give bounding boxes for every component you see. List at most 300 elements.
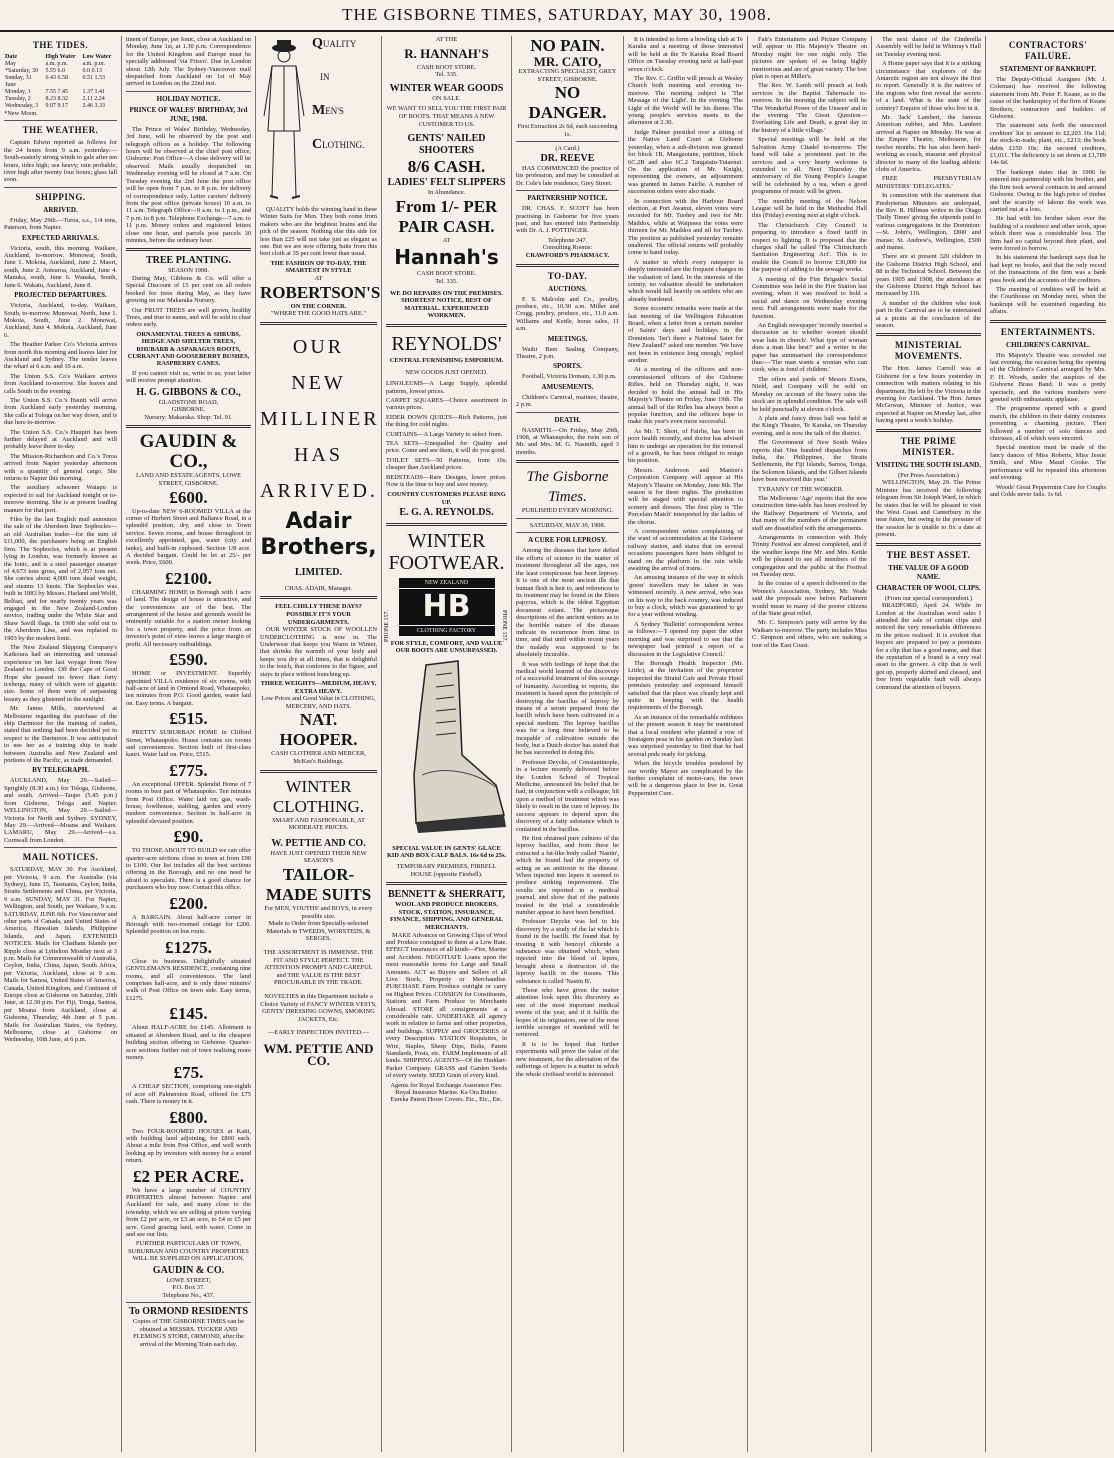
milliner-ad: [260, 329, 380, 509]
tides-row: [4, 61, 117, 68]
adair-line-1: Adair: [285, 508, 352, 534]
divider: [516, 264, 619, 267]
pettie-footer: WM. PETTIE AND CO.: [263, 1040, 374, 1068]
bennett-agents: Agents for Royal Exchange Assurance Fire. Royal Insurance Marine. Ka Ora Butter. Eureka Patent Horse Covers. Etc., Etc., Etc.: [390, 1081, 503, 1104]
tides-cell: 5.55 6.0: [45, 68, 66, 74]
contractors-subheading: STATEMENT OF BANKRUPT.: [999, 65, 1097, 73]
article-paragraph: Professor Deycke was led to his discovery by a study of the fat which is found in the bacilli. He found that by treating it with benzoyl chloride a substance was obtained which, when injected into the blood of lepers, brought about a destruction of the leprosy bacilli in the tissues. This substance is called 'Nastin B'.: [516, 918, 619, 985]
card-label: (A Card.): [555, 145, 580, 153]
ministerial-heading: MINISTERIAL MOVEMENTS.: [894, 340, 963, 362]
tree-list: ORNAMENTAL TREES & SHRUBS, HEDGE AND SHELTER TREES, RHUBARB & ASPARAGUS ROOTS, CURRANT AND GOOSEBERRY BUSHES, RASPBERRY CANES.: [127, 330, 250, 368]
prime-minister-source: (Per Press Association.): [898, 471, 959, 479]
reeve-text: HAS COMMENCED the practice of his profession, and may be consulted at Dr. Cole's late residence, Grey Street.: [516, 164, 619, 187]
divider: [516, 190, 619, 191]
meetings-text: Waihi Beet Sealing Company, Theatre, 2 p.m.: [516, 345, 619, 361]
article-paragraph: It is to be hoped that further experiments will prove the value of the new treatment, for the alleviation of the sufferings of lepers is a matter in which the whole civilised world is interested.: [516, 1040, 619, 1078]
tides-cell: 0.0 0.13: [82, 68, 103, 74]
property-description: CHARMING HOME in Borough with 1 acre of land. The design of house is attractive, and the conveniences are of the best. The arrangement of the house and grounds would be eminently suitable for a station owner looking for a town property, and the price from an investor's point of view leaves a large margin of profit. All necessary outbuildings.: [126, 588, 251, 648]
tides-header-cell: Low Water: [82, 54, 112, 60]
property-price: £800.: [169, 1107, 208, 1127]
gaudin-street: LOWE STREET,: [166, 1276, 211, 1284]
paper-title: The Gisborne Times.: [526, 469, 609, 506]
reynolds-item: CARPET SQUARES—Choice assortment in various prices.: [386, 396, 507, 412]
news-paragraph: Mr. C. Simpson's party will arrive by the Waikare to-morrow. The party includes Miss C. Simpson and others, who are making a tour of the East Coast.: [752, 619, 867, 649]
news-paragraph: The Christchurch City Council is preparing to introduce a fixed tariff in respect to lighting. It is proposed that the charges shall be called 'The Christchurch Sanitation Engineering Act'. This is to enable the Council to borrow £30,000 for the purpose of adding to the sewage works.: [752, 221, 867, 274]
hannah-tel-2: Tel. 335.: [435, 277, 458, 285]
prime-minister-heading: THE PRIME MINISTER.: [900, 435, 957, 457]
tides-cell: May: [5, 61, 16, 67]
phone-vertical-left: PHONE 157.: [384, 609, 390, 642]
mens-word: EN'S: [325, 106, 344, 116]
news-paragraph: It is intended to form a bowling club at Te Karaka and a meeting of those interested will be held at the Te Karaka Road Board Office on Tuesday evening next at half-past seven o'clock.: [628, 36, 743, 73]
shooters-price: 8/6 CASH.: [407, 157, 486, 177]
clothing-word: LOTHING.: [322, 140, 365, 150]
projected-text: Victoria, Auckland, to-day. Waikare, South, to-morrow. Monowai, North, June 1. Mokoia, South, June 2. Monowai, Auckland, June 4. Mokoia, Auckland, June 6.: [4, 302, 117, 339]
tides-cell: Monday, 1: [5, 89, 31, 95]
property-description: An exceptional OFFER. Splendid Home of 7 rooms in best part of Whataupoko. Ten minutes from Post Office. Water laid on; gas, wash-house, fowlhouse, stabling, garden and every modern convenience. Section in half-acre in splendid elevated position.: [126, 780, 251, 825]
reynolds-item: TEA SETS—Unequalled for Quality and price. Come and see them, it will do you good.: [386, 439, 507, 455]
property-description: PRETTY SUBURBAN HOME in Clifford Street, Whataupoko. House contains six rooms and conveniences. Section built of first-class kauri. Water laid on. Price, £515.: [126, 729, 251, 759]
telegraph-text: AUCKLAND, May 29.—Sailed—Sprightly (8.30 a.m.) for Tologa, Gisborne, and south. Arrived—Taupo (5.45 p.m.) from Gisborne, Tologa and Napier. WELLINGTON, May 29.—Sailed—Victoria for North and Sydney. SYDNEY, May 29.—Arrived—Moana and Waikare. LAMARU, May 29.—Arrived—s.s. Cornwall from London.: [4, 777, 117, 844]
cato-name: MR. CATO,: [533, 54, 602, 69]
expected-heading: EXPECTED ARRIVALS.: [22, 233, 99, 242]
reynolds-item: CURTAINS—A Large Variety to select from.: [386, 430, 503, 438]
news-paragraph: At a meeting of the officers and non-commissioned officers of the Gisborne Rifles, held on Thursday night, it was decided to hold the annual ball in His Majesty's Theatre on Friday, June 19th. The annual ball of the Rifles has always been a popular function, and the officers hope to make this year's even more successful.: [628, 366, 743, 426]
news-paragraph: When the bicycle troubles pondered by our worthy Mayor are complicated by the further complaint of motor-cars, the town will be a dangerous place to live in. Great Peppermint Cure.: [628, 760, 743, 797]
smart-line: SMART AND FASHIONABLE, AT MODERATE PRICES.: [272, 816, 365, 832]
gentleman-figure-icon: [260, 36, 308, 206]
contractors-heading: CONTRACTORS' FAILURE.: [1008, 40, 1088, 61]
property-price: £2100.: [165, 568, 212, 588]
clothing-initial: C: [312, 137, 323, 152]
news-paragraph: The Rev. C. Griffin will preach at Wesley Church both morning and evening to-morrow. The morning subject is 'The Message of the Light'. In the evening 'The Light of the World' will be his theme. The young people's services meets in the afternoon at 2.30.: [628, 75, 743, 127]
news-paragraph: The Melbourne 'Age' reports that the new construction time-table has been evolved by the Railway Department of Victoria, and that many of the members of the permanent staff are dissatisfied with the arrangements.: [752, 494, 867, 532]
news-paragraph: A correspondent writes complaining of the want of accommodation at the Gisborne railway station, and states that on several occasions passengers have been obliged to stand on the platform in the rain while awaiting the arrival of trains.: [628, 528, 743, 573]
gibbons-address: GLADSTONE ROAD,: [158, 398, 219, 406]
hb-logo: [399, 578, 495, 636]
divider: [386, 523, 507, 526]
tides-row: [4, 68, 117, 75]
property-price: £200.: [169, 893, 208, 913]
mail-notices-text: SATURDAY, MAY 30. For Auckland, per Victoria, 9 a.m. For Australia (via Sydney), June 15, Tasmania, Ceylon, India, Straits Settlements and China, per Victoria, 9 a.m. SUNDAY, MAY 31. For Napier, Wellington, and South, per Waikare, 9 a.m. SATURDAY, JUNE 6th. For Vancouver and other parts of Canada, and United States of America, Hawaiian Islands, Philippine Islands, and Japan. EXTENDED NOTICES. Mails for Chatham Islands per Ripple close at Lyttelton Monday next at 3 p.m. Mails for Commonwealth of Australia, Ceylon, India, China, Japan, South Africa, per Victoria, Auckland, close at 9 a.m. Mails for Samoa, United States of America, Canada, United Kingdom, and Continent of Europe close at Gisborne on Saturday, 20th June, at 12.30 p.m. For Fiji, Tonga, Samoa, per Moana from Auckland, close at Gisborne, Thursday, 4th June at 5 p.m. Mails for Australian States, via Sydney, Melbourne, close at Gisborne on Wednesday, 10th June, at 6 p.m.: [4, 866, 117, 1044]
want-sell: WE WANT TO SELL YOU THE FIRST PAIR OF BOOTS. THAT MEANS A NEW CUSTOMER TO US.: [386, 105, 507, 128]
news-paragraph: Some eccentric remarks were made at the last meeting of the Wellington Education Board, when a letter from a certain number of Saints' days and holidays in the Dominion. 'Isn't there a National Saint for New Zealand?' asked one member. 'We have not been in existence long enough,' replied another.: [628, 305, 743, 365]
news-paragraph: A Home paper says that it is a striking circumstance that explorers of the Antarctic region are not always the first to report. Generally it is the natives of the regions who first reveal the secrets of a land. What is the state of the country? Enquire of those who live in it.: [876, 60, 981, 112]
slipper-price: From 1/- PER PAIR CASH.: [395, 196, 498, 236]
shipping-paragraph: The New Zealand Shipping Company's Kaikoura had an interesting and unusual experience on her last voyage from New Zealand to London. Off the Cape of Good Hope she passed no fewer than forty icebergs, many of which were of gigantic size. Some of them were of surpassing beauty as they glistened in the sunlight.: [4, 643, 117, 703]
column-8: [876, 36, 986, 1452]
tailor-for: For MEN, YOUTHS' and BOYS, in every possible size.: [264, 904, 373, 920]
repairs-text: WE DO REPAIRS ON THE PREMISES. SHORTEST NOTICE, BEST OF MATERIAL. EXPERIENCED WORKMEN.: [389, 289, 504, 320]
divider: [4, 120, 117, 121]
shipping-paragraph: Mr. James Mills, interviewed at Melbourne regarding the purchase of the ship Dartmoor for the training of cadets, stated that nothing had been decided yet in respect to the Dartmoor. It was anticipated to use her as a training ship to trade between Australia and New Zealand and portions of the Pacific, as trade demanded.: [4, 705, 117, 765]
published-line: PUBLISHED EVERY MORNING.: [521, 507, 614, 515]
boot-icon: [386, 655, 512, 845]
tree-planting-season: SEASON 1908.: [168, 267, 209, 275]
tides-cell: Wednesday, 3: [5, 103, 39, 109]
news-paragraph: A number of the children who took part in the Carnival are to be entertained at a picnic at the conclusion of the season.: [876, 299, 981, 330]
column-6: [628, 36, 748, 1452]
reynolds-items: [386, 380, 507, 488]
column-1: [4, 36, 122, 1452]
shooters-line: GENTS' NAILED SHOOTERS: [407, 133, 486, 157]
auctions-text: F. S. Malcolm and Co., poultry, produce, etc., 10.30 a.m. Miller and Crogg, poultry, produce, etc., 11.0 a.m. Williams and Kettle, horse sales, 11 a.m.: [516, 295, 619, 333]
tides-cell: a.m. p.m.: [82, 61, 106, 67]
holiday-subheading: PRINCE OF WALES' BIRTHDAY, 3rd JUNE, 1908.: [129, 105, 248, 123]
article-paragraph: Woods' Great Peppermint Cure for Coughs and Colds never fails. 1s 6d.: [990, 483, 1106, 498]
hannahs-name: Hannah's: [394, 245, 499, 270]
news-paragraph: There are at present 320 children in the Gisborne District High School, and 88 in the Technical School. Between the years 1905 and 1908, the attendance at the Gisborne District High School has increased by 116.: [876, 253, 981, 298]
milliner-line: NEW: [291, 371, 346, 394]
tree-planting-text: If you cannot visit us, write to us; your letter will receive prompt attention.: [126, 369, 251, 385]
tree-planting-text: During May, Gibbons & Co. will offer a Special Discount of 15 per cent on all orders booked for trees during May, as they have growing on our Makaraka Nursery.: [126, 274, 251, 305]
footwear-text: FOR STYLE, COMFORT, AND VALUE OUR BOOTS ARE UNSURPASSED.: [390, 639, 503, 655]
article-paragraph: The Deputy-Official Assignee (Mr. J. Coleman) has received the following statement from Mr. Peter F. Keane, as to the cause of the bankruptcy of the firm of Keane Brothers, contractors and builders of Gisborne.: [990, 76, 1106, 121]
property-description: About HALF-ACRE for £145. Allotment is situated at Aberdeen Road, and is the cheapest building section offering in Gisborne. Quarter-acre sections further out of town realising more money.: [126, 1024, 251, 1061]
property-description: Up-to-date NEW 6-ROOMED VILLA at the corner of Herbert Street and Ballance Road, in a splendid position, dry, and close to Town service. Seven rooms, and house throughout in excellently appointed, gas, water (city and tanks), and built-in cupboard. Section 1/8 acre. A decided bargain. Could be let at 25/- per week. Price, £600.: [126, 507, 251, 567]
meetings-heading: MEETINGS.: [547, 334, 588, 343]
phone-vertical-right: PHONE 157.: [501, 609, 507, 642]
reynolds-item: TOILET SETS—50 Patterns, from 10s; cheaper than Auckland prices.: [386, 456, 507, 472]
tides-header-row: [4, 54, 117, 61]
tides-cell: 1.37 1.41: [82, 89, 106, 95]
tides-note: *New Moon.: [4, 110, 38, 117]
tides-cell: 0.51 1.53: [82, 75, 106, 81]
news-paragraph: A plain and fancy dress ball was held at the King's Theatre, Te Karaka, on Thursday evening, and is now the talk of the district.: [752, 414, 867, 437]
news-paragraph: Messrs. Anderson and Manion's Corporation Company will appear at His Majesty's Theatre on Monday, June 8th. The season is for three nights. The production will be staged with special attention to scenery and dresses. The first play is 'The Porcelain Match' interpreted by the ladies of the chorus.: [628, 466, 743, 526]
robertsons-name: ROBERTSON'S: [260, 282, 381, 302]
news-paragraph: The Borough Health Inspector (Mr. Little), at the invitation of the proprietor inspected the Strand Cafe and Private Hotel premises yesterday and expressed himself satisfied that the place was cleanly kept and quite in keeping with the health requirements of the Borough.: [628, 659, 743, 712]
shipping-paragraph: The Mission-Richardson and Co.'s Toroa arrived from Napier yesterday afternoon with a quantity of general cargo. She returns to Napier this morning.: [4, 452, 117, 483]
tides-header-cell: Date: [5, 54, 17, 60]
news-paragraph: A matter in which every ratepayer is deeply interested are the frequent changes in the valuation of land. In the interests of the county, no valuation should be undertaken which would fall heavily on settlers who are already burdened.: [628, 258, 743, 303]
shipping-title: SHIPPING.: [35, 191, 86, 202]
best-asset-heading: THE BEST ASSET.: [886, 549, 971, 560]
death-heading: DEATH.: [554, 415, 581, 424]
tailor-made: Made to Order from Specially-selected Materials in TWEEDS, WORSTEDS, & SERGES.: [266, 920, 371, 943]
property-description: A BARGAIN. About half-acre corner in Borough with two-roomed cottage for £200. Splendid position on bus route.: [126, 913, 251, 936]
property-description: TO THOSE ABOUT TO BUILD we can offer quarter-acre sections close to town at from £90 to £100. Our list includes all the best sections offering in the Borough, and no one need be afraid to speculate. There is a good chance for purchasers who buy now. Contact this office.: [126, 847, 251, 892]
quality-letters: [312, 36, 364, 206]
news-paragraph: The monthly meeting of the Nelson League will be held in the Methodist Hall this (Friday) evening next at eight o'clock.: [752, 197, 867, 220]
novelties-text: NOVELTIES in this Department include a Choice Variety of FANCY WINTER VESTS, GENTS' DRESSING GOWNS, SMOKING JACKETS, Etc.: [260, 992, 377, 1023]
tides-title: THE TIDES.: [32, 40, 89, 50]
article-paragraph: Among the diseases that have defied the efforts of science to the matter of treatment throughout all the ages, not the least conspicuous has been leprosy. It is one of the most ancient ills that human flesh is heir to, and references to its treatment may be found in the Ebers papyrus, which is the oldest Egyptian document extant. The picturesque descriptions of the ancient writers as to the horrible nature of the disease indicate its recurrence from time to time, and that until within recent years the malady was supposed to be absolutely incurable.: [516, 547, 619, 659]
best-asset-source: (From our special correspondent.): [885, 594, 972, 602]
no-danger-heading: NO DANGER.: [528, 83, 607, 123]
crawford-pharmacy: CRAWFORD'S PHARMACY.: [525, 252, 610, 259]
property-description: A CHEAP SECTION, comprising one-eighth of acre off Palmerston Road, offered for £75 cash. There is money in it.: [126, 1083, 251, 1106]
article-paragraph: Professor Deycke, of Constantinople, in a lecture recently delivered before the London School of Tropical Medicine, announced his belief that he had, in conjunction with a colleague, hit upon a method of treatment which was likely to result in the cure of leprosy. Its success appears to depend upon the discovery of a fatty substance which is contained in the bacillus.: [516, 758, 619, 833]
hannah-store: CASH BOOT STORE.: [416, 63, 477, 71]
divider: [4, 187, 117, 188]
property-price: £515.: [169, 709, 208, 729]
news-paragraph: Mr. 'Jack' Lambert, the famous American rubber, and Mrs. Lambert arrived at Napier on Monday. He was at the Empire Theatre, Melbourne, for twelve months. He has also been hard-working as coach, masseur and physical director to many of the leading athletic clubs of America.: [876, 114, 981, 173]
divider: [516, 412, 619, 413]
divider: [126, 425, 251, 428]
today-heading: TO-DAY.: [547, 270, 588, 281]
adair-limited: LIMITED.: [295, 566, 342, 578]
quality-text: QUALITY holds the winning hand in these Winter Suits for Men. They both come from makers who are the brightest brains and the pick of the season. Nothing else this side for less than £25 will not take just as elegant as one. But we are now offering Suits from this best cloth at 35 per cent lower than usual.: [260, 206, 377, 258]
divider: [260, 596, 377, 599]
gaudin-name: GAUDIN & CO.,: [139, 431, 238, 473]
gaudin-footer: FURTHER PARTICULARS OF TOWN, SUBURBAN AND COUNTRY PROPERTIES WILL BE SUPPLIED ON APPLICATION.: [128, 1240, 249, 1263]
quality-at: AT: [314, 275, 323, 283]
prime-minister-text: WELLINGTON, May 29. The Prime Minister has received the following telegram from Sir Joseph Ward, in which he states that he will be pleased to visit the West Coast and Canterbury in the near future, but owing to the pressure of the session he is unable to fix a date at present.: [876, 479, 981, 539]
pettie-text: HAVE JUST OPENED THEIR NEW SEASON'S: [270, 849, 367, 865]
article-paragraph: It was with feelings of hope that the medical world learned of the discovery of a successful treatment of this scourge of humanity. According to reports, the treatment is based upon the principle of destroying the bacillus of leprosy by means of a serum prepared from the bacilli which have been cultivated in a special medium. The leprosy bacillus was for a long time believed to be incapable of cultivation outside the body, but a Dutch doctor has stated that he has succeeded in doing this.: [516, 660, 619, 757]
news-paragraph: Fair's Entertainers and Picture Company will appear in His Majesty's Theatre on Monday night for one night only. The pictures are spoken of as being highly meritorious and are of great variety. The box plan is open at Miller's.: [752, 36, 867, 81]
gaudin-box: P.O. Box 37.: [172, 1284, 205, 1292]
hannah-at: AT THE: [435, 36, 458, 43]
tides-cell: [82, 82, 117, 89]
property-price: £590.: [169, 650, 208, 670]
property-price: £1275.: [165, 937, 212, 957]
weights-line: THREE WEIGHTS—MEDIUM, HEAVY, EXTRA HEAVY.: [260, 680, 377, 695]
adair-manager: CHAS. ADAIR, Manager.: [284, 584, 353, 592]
column-7: [752, 36, 872, 1452]
tides-row: [4, 75, 117, 82]
article-paragraph: Those who have given the matter attention look upon this discovery as one of the most important medical events of the year, and if it fulfils the hopes of its originators, one of the most terrible scourges of mankind will be removed.: [516, 987, 619, 1039]
gibbons-town: GISBORNE.: [171, 406, 206, 414]
tides-header-cell: High Water: [45, 54, 76, 60]
bennett-subtitle: WOOL AND PRODUCE BROKERS, STOCK, STATION, INSURANCE, FINANCE, SHIPPING, AND GENERAL MERCHANTS.: [389, 901, 504, 931]
news-paragraphs: [752, 36, 867, 649]
amusements-text: Children's Carnival, matinee, theatre, 2 p.m.: [516, 393, 619, 409]
abundance: In Abundance.: [427, 189, 466, 197]
contractors-article: [990, 76, 1106, 316]
partnership-text: DR. CHAS. F. SCOTT has been practising in Gisborne for five years past, and has entered into Partnership with Dr. A. J. POTTINGER.: [516, 205, 619, 235]
consulting-label: Consulting Rooms:: [542, 244, 593, 252]
tides-cell: Sunday, 31: [5, 75, 32, 81]
property-price: £2 PER ACRE.: [133, 1166, 244, 1186]
news-paragraph: A meeting of the Fire Brigade's Social Committee was held in the Fire Station last evening, when it was resolved to hold a social and dance on Wednesday evening next. Full arrangements were made for the function.: [752, 275, 867, 320]
property-price: £90.: [173, 827, 204, 847]
article-paragraph: He had with his brother taken over the building of a residence and other work, upon which there was a considerable loss. The firm had no capital beyond their plant, and were forced to borrow.: [990, 215, 1106, 252]
arrived-heading: ARRIVED.: [43, 205, 78, 214]
gaudin-name-footer: GAUDIN & CO.: [152, 1264, 225, 1276]
news-paragraph: The offers and yards of Messrs Evans, Nield, and Company will be sold on Monday on account of the heavy rains the stock are in splendid condition. The sale will be held punctually at eleven o'clock.: [752, 375, 867, 413]
divider: [876, 333, 981, 336]
best-asset-text: BRADFORD, April 24. While in London at the Australian wool sales I attended the sale of certain clips and noticed the very remarkable differences in the prices realised. It is evident that buyers are prepared to pay a premium for a clip that has a good name, and that the reputation of a brand is a very real asset to the grower. A clip that is well got up, properly skirted and classed, and free from vegetable fault will always command the attention of buyers.: [876, 602, 981, 691]
divider: [260, 770, 377, 773]
weather-title: THE WEATHER.: [22, 125, 99, 136]
entertainments-article: [990, 352, 1106, 499]
tides-cell: 7.55 7.45: [45, 89, 69, 95]
death-text: NASMITH.—On Friday, May 29th, 1908, at Whataupoko, the twin son of Mr. and Mrs. M. G. Nasmith, aged 3 months.: [516, 426, 619, 456]
hb-logo-top: NEW ZEALAND: [399, 578, 495, 589]
underwear-text: OUR WINTER STOCK OF WOOLLEN UNDERCLOTHING is now in. The Underwear that keeps you Warm in Winter, that shrinks the warmth of your body and keeps you dry at all times, that is delightful to the touch, that conforms to the figure, and stays in place without bunching up.: [260, 626, 377, 678]
property-description: HOME or INVESTMENT. Superbly appointed VILLA residence of six rooms, with half-acre of land in Ormond Road, Whataupoko, ten minutes from P.O. Good garden, water laid on. Easy terms. A bargain.: [126, 670, 251, 707]
new-goods: NEW GOODS JUST OPENED.: [405, 368, 488, 376]
reynolds-item: EIDER DOWN QUILTS—Rich Patterns, just the thing for cold nights.: [386, 413, 507, 429]
masthead: THE GISBORNE TIMES, SATURDAY, MAY 30, 1908.: [0, 0, 1114, 32]
news-paragraph: An amusing instance of the way in which 'green' travellers may be taken in was witnessed recently. A new arrival, who was on his way to the back country, was induced to buy a clock, which was guaranteed to go for a year without winding.: [628, 574, 743, 619]
leprosy-article: [516, 547, 619, 1077]
sports-heading: SPORTS.: [553, 362, 582, 371]
hb-logo-bottom: CLOTHING FACTORY: [399, 625, 495, 636]
partnership-heading: PARTNERSHIP NOTICE.: [527, 194, 608, 203]
winter-clothing-heading: WINTER CLOTHING.: [272, 776, 365, 816]
hooper-name: NAT. HOOPER.: [279, 710, 358, 750]
news-paragraph: An English newspaper 'recently inserted a discussion as to whether women should wear hats in church'. What type of woman does a man like best?' and a writer in the paper has summarised the correspondence thus:—'The man wants a woman who can cook, who is fond of children.': [752, 322, 867, 374]
quality-ad: [260, 36, 377, 206]
tides-cell: June: [5, 82, 16, 88]
divider: [990, 320, 1106, 323]
no-pain-heading: NO PAIN.: [530, 36, 605, 55]
property-price: £775.: [169, 760, 208, 780]
date-line: SATURDAY, MAY 30, 1908.: [529, 521, 606, 529]
hannah-at-2: AT: [442, 236, 451, 244]
tides-cell: 8.23 8.32: [45, 96, 69, 102]
shipping-paragraph: Files by the last English mail announce the sale of the Aberdeen liner Sophocles—an old Australian trader—for the sum of £11,000, the purchasers being an English firm. The Sophocles, which is at present lying in London, was formerly known as the Ionic, and is a steel passenger steamer of 4,673 tons gross, and of 2,957 tons net. She carries about 4,000 tons dead weight, and steams 13 knots. The Sophocles was built in 1883 by Messrs. Harland and Wolff, Belfast, and for nearly twenty years was engaged in the New Zealand-London service, trading under the White Star and Shaw Savill flags. In 1900 she sold out to the Aberdeen Line, and was replaced in 1903 by the modern Ionic.: [4, 516, 117, 642]
tides-table: [4, 54, 117, 110]
property-description: We have a large number of COUNTRY PROPERTIES almost between Napier and Auckland for sale, and many close to the township, which we are selling at prices varying from £2 per acre, or £3 an acre, to £4 or £5 per acre. Good grazing land, with water. Come in and see our lists.: [126, 1186, 251, 1238]
prices-line: Low Prices and Good Value in CLOTHING, MERCERY, AND HATS.: [261, 695, 376, 710]
tailor-heading: TAILOR-MADE SUITS: [265, 864, 372, 904]
divider: [4, 847, 117, 848]
tides-cell: [45, 82, 82, 89]
shipping-paragraph: The Union S.S. Co's Waikare arrives from Auckland to-morrow. She leaves and calls South in the evening.: [4, 372, 117, 395]
bennett-text: MAKE Advances on Growing Clips of Wool and Produce consigned to them at a Low Rate. EFFECT Insurances of all kinds—Fire, Marine and Accident. NEGOTIATE Loans upon the most reasonable terms for Large and Small Amounts. ACT as Buyers and Sellers of all Live Stock, Property or Merchandise. PURCHASE Farm Produce outright or carry on Highest Prices. CONSIGN for Constituents, Stations and Farm Produce to Merchants Abroad. STORE all consignments at a considerable rate. UNDERTAKE all agency work in relation to farms and other properties, and buildings. SUPPLY and GROCERIES of every Description. STATION Requisites, in Wire, Staples, Sheep Dips, Bolts, Patent Standards, Posts, etc. FARM Implements of all kinds. SHIPPING AGENTS—Of the Huddart-Parker Company. GRASS and Garden Seeds of every variety. SEED Grain of every kind.: [386, 931, 507, 1080]
news-paragraph: Arrangements in connection with Holy Trinity Festival are almost completed, and if the weather keeps fine Mr. and Mrs. Kettle will be pleased to see all members of the congregation and the public at the Festival on Tuesday next.: [752, 534, 867, 579]
hb-logo-letters: HB: [422, 588, 471, 624]
entertainments-subheading: CHILDREN'S CARNIVAL.: [1006, 340, 1090, 349]
tides-cell: 9.07 9.17: [45, 103, 69, 109]
property-price: £75.: [173, 1063, 204, 1083]
news-paragraph: The next dance of the Cinderella Assembly will be held in Whinray's Hall on Tuesday evening next.: [876, 36, 981, 58]
ormond-text: Copies of THE GISBORNE TIMES can be obtained at MESSRS. TUCKER AND FLEMING'S STORE, ORMOND, after the arrival of the Morning Train each day.: [133, 1318, 244, 1348]
partnership-telephone: Telephone 247.: [547, 236, 588, 244]
bennett-name: BENNETT & SHERRATT,: [388, 889, 505, 901]
divider: [126, 1302, 251, 1303]
news-paragraph: Judge Palmer presided over a sitting of the Native Land Court at Gisborne yesterday, when a sub-division was granted for block 1B, Mangaotane, partition, block 6C.2B and also 6C.2 Tangatatu-Tutaenui. On the application of Mr. Knight, representing the owners, an adjournment was granted in James Fairlie. A number of succession orders were also made.: [628, 128, 743, 196]
auctions-heading: AUCTIONS.: [548, 284, 587, 293]
reeve-name: DR. REEVE: [540, 152, 595, 164]
winter-goods: WINTER WEAR GOODS: [389, 82, 504, 94]
mail-notices-title: MAIL NOTICES.: [22, 852, 99, 863]
best-asset-subheading-2: CHARACTER OF WOOL CLIPS.: [876, 583, 981, 592]
weather-text: Captain Edwin reported as follows for the 24 hours from 9 a.m. yesterday:—South-easterly strong winds to gale after ten hours, tides high; sea heavy; rain probable; river high after twenty four hours; glass fall soon.: [4, 139, 117, 184]
news-paragraph: In connection with the Harbour Board election, at Port Awanui, eleven votes were recorded for Mr. Tuohey and two for Mr. Maddox, while at Waipawa the votes were thirteen for Mr. Maddox and nil for Tuohey. The position as published yesterday remains unaltered. The official returns will probably come to hand today.: [628, 197, 743, 257]
mens-initial: M: [312, 103, 326, 118]
pettie-name: W. PETTIE AND CO.: [271, 837, 366, 849]
gaudin-subtitle: LAND AND ESTATE AGENTS, LOWE STREET, GISBORNE.: [135, 472, 242, 487]
property-price: £600.: [169, 487, 208, 507]
assortment-text: THE ASSORTMENT IS IMMENSE. THE FIT AND STYLE PERFECT. THE ATTENTION PROMPT AND CAREFUL and THE VALUE IS THE BEST PROCURABLE IN THE TRADE.: [263, 948, 374, 987]
arrived-text: Friday, May 29th.—Toroa, s.s., 1/4 tons, Paterson, from Napier.: [4, 216, 117, 232]
divider: [876, 429, 981, 432]
column-9: [990, 36, 1110, 1452]
tree-planting-heading: TREE PLANTING.: [145, 255, 231, 267]
divider: [126, 248, 251, 251]
property-price: £145.: [169, 1004, 208, 1024]
article-paragraph: The programme opened with a grand march, the children in their dainty costumes presenting a charming picture. Then followed a number of solo dances and choruses, all of which were encored.: [990, 405, 1106, 443]
news-paragraph: TYRANNY OF THE WORKER.: [758, 485, 844, 493]
milliner-line: HAS: [293, 443, 343, 466]
on-sale: ON SALE.: [432, 94, 461, 102]
divider: [516, 518, 619, 519]
hannah-store-2: CASH BOOT STORE.: [416, 270, 477, 278]
news-paragraph: In connection with the statement that Presbyterian Ministers are underpaid, the Rev. R. Hillman writes in the Otago 'Daily Times' giving the stipends paid to various congregations in the Dominion:—St. John's, Wellington, £800 and manse; St. Andrew's, Wellington, £500 and manse.: [876, 192, 981, 251]
gaudin-telephone: Telephone No., 437.: [162, 1291, 215, 1299]
quality-line: THE FASHION OF TO-DAY, THE SMARTEST IN STYLE: [270, 259, 367, 275]
mail-continued: tinent of Europe, per Ionic, close at Auckland on Monday, June 1st, at 1.30 p.m. Correspondence for the United Kingdom and Europe must be specially addressed 'via Frisco'. Due in London about 12th July. The Sydney-Vancouver mail despatched from Auckland on 1st of May arrived in London on the 22nd inst.: [126, 36, 251, 88]
tides-cell: a.m. p.m.: [45, 61, 69, 67]
telegraph-heading: BY TELEGRAPH.: [32, 766, 89, 775]
extraction-price: First Extraction 2s 6d, each succeeding 1s.: [517, 123, 618, 138]
quality-initial: Q: [312, 36, 323, 51]
milliner-line: ARRIVED.: [260, 479, 378, 502]
reynolds-heading: REYNOLDS': [391, 332, 502, 355]
tides-cell: Tuesday, 2: [5, 96, 31, 102]
inspection-line: —EARLY INSPECTION INVITED.—: [267, 1029, 370, 1037]
expected-text: Victoria, south, this morning. Waikare, Auckland, to-morrow. Monowai, South, June 1. Mokoia, Auckland, June 2. Maori, south, June 2. Aotearoa, Auckland, June 4. Manuka, south, June 6. Wanaka, South, June 6. Wakatu, Auckland, June 8.: [4, 244, 117, 289]
projected-heading: PROJECTED DEPARTURES.: [14, 291, 107, 300]
sports-text: Football, Victoria Domain, 1.30 p.m.: [522, 373, 617, 381]
hannah-heading: R. HANNAH'S: [404, 45, 489, 61]
reynolds-subtitle: CENTRAL FURNISHING EMPORIUM.: [389, 356, 504, 364]
corner-text: ON THE CORNER.: [290, 302, 347, 310]
tides-row: [4, 89, 117, 96]
divider: [126, 91, 251, 92]
corner-tagline: "WHERE THE GOOD HATS ARE.": [270, 310, 367, 318]
property-listings: [126, 488, 251, 1239]
property-description: Two FOUR-ROOMED HOUSES at Kaiti, with building land adjoining, for £800 each. About a mile from Post Office, and well worth looking up by investors with money for a sound return.: [126, 1127, 251, 1165]
news-paragraph: FREE PRESBYTERIAN MINISTERS' 'DELEGATES.': [876, 175, 981, 190]
news-paragraph: As Mr. T. Short, of Fairlie, has been in poor health recently, and doctor has advised him to undergo an operation for the removal of a growth, he has been obliged to resign his position.: [628, 427, 743, 465]
winter-footwear-heading: WINTER FOOTWEAR.: [388, 529, 505, 574]
divider: [516, 532, 619, 533]
tides-row: [4, 96, 117, 103]
tides-cell: 2.11 2.24: [82, 96, 105, 102]
divider: [876, 543, 981, 546]
ministerial-text: The Hon. James Carroll was at Gisborne for a few hours yesterday in connection with matters relating to his department. He left by the Victoria in the evening for Auckland. The Hon. James McGowan, Minister of Justice, was expected at Napier on Monday last, after having spent a week's holiday.: [876, 365, 981, 425]
leprosy-heading: A CURE FOR LEPROSY.: [528, 536, 607, 545]
news-paragraphs: [876, 36, 981, 329]
divider: [260, 322, 377, 325]
slippers-line: LADIES' FELT SLIPPERS: [387, 177, 506, 189]
tides-cell: *Saturday, 30: [5, 68, 38, 74]
shipping-paragraph: The Union S.S. Co.'s Haupiri has been further delayed at Auckland and will probably leave there to-day.: [4, 428, 117, 451]
reynolds-item: BEDSTEADS—Rare Designs, lower prices. Now is the time to buy and save money.: [386, 473, 507, 488]
quality-in: IN: [320, 72, 330, 82]
holiday-text: The Prince of Wales' Birthday, Wednesday, 3rd June, will be observed by the post and telegraph offices as a holiday. The following hours will be observed at the chief post office, Gisborne: Post Office—A close delivery will be observed. Mails usually despatched on Wednesday evening will be closed at 7 a.m. On Tuesday evening the 2nd June the post office will be open from 7 p.m. to 8 p.m. for delivery of correspondence only. Letter carriers' delivery from the post office (private boxes) 10 a.m. to 11 a.m. Telegraph Office—9 a.m. to 1 p.m., and 7 p.m. to 8 p.m. Telephone Exchange—7 a.m. to 11 p.m. Money orders and registered letters close one hour, and parcels post parcels 30 minutes, before the ordinary hour.: [126, 125, 251, 244]
tree-planting-text: Our FRUIT TREES are well grown, healthy Trees, and true to name, and will be sold to clear orders early.: [126, 306, 251, 329]
column-2: [126, 36, 256, 1452]
divider: [516, 460, 619, 463]
ormond-heading: To ORMOND RESIDENTS: [128, 1306, 249, 1318]
milliner-line: OUR: [292, 335, 345, 358]
article-paragraph: The meeting of creditors will be held at the Courthouse on Monday next, when the bankrupt will be examined regarding his affairs.: [990, 285, 1106, 316]
news-paragraph: A Sydney 'Bulletin' correspondent writes as follows:—'I opened my paper the other morning and was surprised to see that the newspaper had printed a report of a discussion in the Legislative Council.': [628, 620, 743, 658]
holiday-heading: HOLIDAY NOTICE.: [156, 94, 221, 103]
column-3: [260, 36, 382, 1452]
footwear-ad: [386, 530, 507, 879]
news-paragraph: The Government of New South Wales reports that 'One hundred dispatches from India, the Philippines, the Straits Settlements, the Fiji Islands, Samoa, Tonga, the Solomon Islands, and the Gilbert Islands have been received this year.': [752, 439, 867, 484]
shipping-paragraph: The auxiliary schooner Waiapu is expected to sail for Auckland tonight or to-morrow morning. She is at present loading manure for that port.: [4, 484, 117, 514]
milliner-line: MILLINER: [260, 407, 380, 430]
article-paragraph: Special mention must be made of the fancy dances of Miss Roberts, Miss Jessie Smith, and Miss Maud Cooke. The performance will be repeated this afternoon and evening.: [990, 444, 1106, 482]
divider: [386, 882, 507, 885]
news-paragraph: The Rev. W. Lamb will preach at both services in the Baptist Tabernacle to-morrow. In the morning the subject will be 'The Wonderful Power of the Unseen' and in the evening 'The Great Question—Everlasting Life and Death, a great day in the history of a little village.': [752, 82, 867, 134]
gibbons-nursery: Nursery: Makaraka. Shop: Tel. 91.: [144, 413, 233, 421]
divider: [516, 141, 619, 142]
best-asset-subheading: THE VALUE OF A GOOD NAME.: [888, 563, 969, 581]
temporary-premises: TEMPORARY PREMISES, FIRBELL HOUSE (opposite Firebell).: [396, 862, 497, 878]
prime-minister-subheading: VISITING THE SOUTH ISLAND.: [876, 460, 981, 469]
article-paragraph: In his statement the bankrupt says that he had kept no books, and that the only record of the transactions of the firm was a bank pass book and the accounts of the creditors.: [990, 254, 1106, 284]
